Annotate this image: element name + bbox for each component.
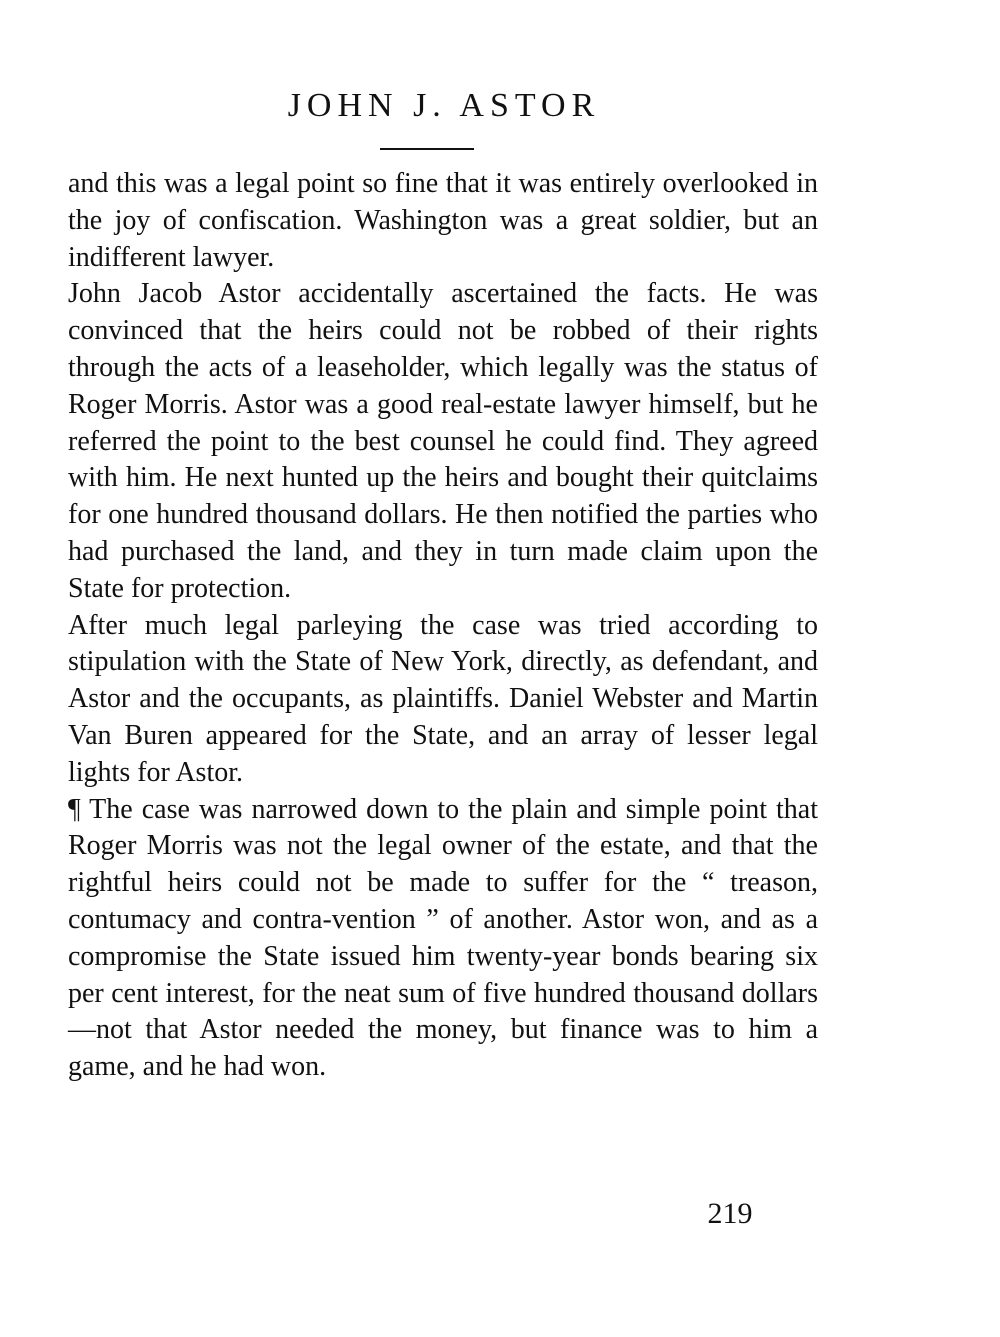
page-number: 219 xyxy=(707,1197,753,1230)
paragraph: John Jacob Astor accidentally ascertained the facts. He was convinced that the heirs could not be robbed of their rights through the acts of a leaseholder, which legally was the status of Roger Morris. Astor was a good real-estate lawyer himself, but he referred the point to the best counsel he could find. They agreed with him. He next hunted up the heirs and bought their quitclaims for one hundred thousand dollars. He then notified the parties who had purchased the land, and they in turn made claim upon the State for protection. xyxy=(68,278,818,604)
paragraph: ¶ The case was narrowed down to the plain and simple point that Roger Morris was not the legal owner of the estate, and that the rightful heirs could not be made to suffer for the “ treason, contumacy and contra-vention ” of another. Astor won, and as a compromise the State issued him twenty-year bonds bearing six per cent interest, for the neat sum of five hundred thousand dollars—not that Astor needed the money, but finance was to him a game, and he had won. xyxy=(68,793,818,1083)
header-rule xyxy=(380,148,474,150)
body-text xyxy=(68,166,818,1086)
paragraph: After much legal parleying the case was tried according to stipulation with the State of New York, directly, as defendant, and Astor and the occupants, as plaintiffs. Daniel Webster and Martin Van Buren appeared for the State, and an array of lesser legal lights for Astor. xyxy=(68,609,818,788)
paragraph: and this was a legal point so fine that it was entirely overlooked in the joy of confiscation. Washington was a great soldier, but an indifferent lawyer. xyxy=(68,168,818,273)
running-head-title: JOHN J. ASTOR xyxy=(287,87,601,124)
